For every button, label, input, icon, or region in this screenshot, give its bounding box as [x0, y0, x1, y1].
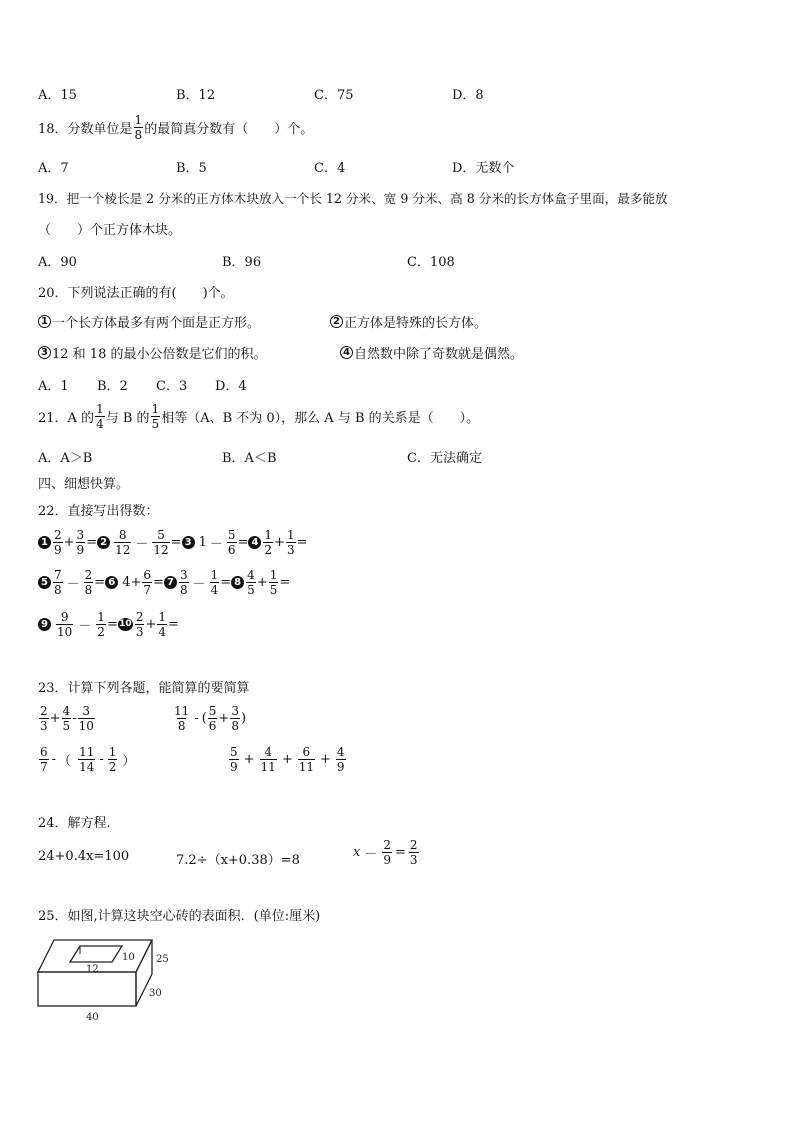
- denominator: 14: [79, 760, 95, 774]
- label-depth: 25: [156, 954, 169, 965]
- question-20-stem: 20．下列说法正确的有( )个。: [38, 286, 234, 301]
- denominator: 11: [260, 760, 276, 774]
- numerator: 6: [40, 745, 48, 759]
- fraction: [157, 610, 167, 639]
- plus-sign: +: [281, 752, 293, 767]
- hollow-brick-diagram: [34, 932, 184, 1024]
- numerator: 1: [97, 610, 105, 624]
- circled-number: 1: [38, 315, 51, 328]
- numerator: 3: [82, 704, 91, 718]
- plus-sign: +: [145, 617, 157, 632]
- equals-sign: =: [395, 845, 406, 860]
- minus-sign: －: [192, 577, 206, 592]
- denominator: 8: [84, 583, 93, 597]
- option-b[interactable]: B．A＜B: [222, 451, 277, 466]
- option-a[interactable]: A．90: [38, 255, 77, 270]
- equals-sign: =: [86, 535, 98, 550]
- denominator: 10: [57, 625, 73, 639]
- numerator: 4: [336, 745, 345, 759]
- minus-sign: －: [209, 537, 223, 552]
- fraction: [173, 704, 190, 733]
- denominator: 4: [158, 625, 167, 639]
- option-b[interactable]: B．96: [222, 255, 262, 270]
- question-19-line1: 19．把一个棱长是 2 分米的正方体木块放入一个长 12 分米、宽 9 分米、高 8 分米的长方体盒子里面，最多能放: [38, 191, 668, 206]
- fraction: [62, 704, 72, 733]
- minus-sign: －: [78, 619, 92, 634]
- fraction: [298, 745, 315, 774]
- statement-text: 一个长方体最多有两个面是正方形。: [52, 316, 261, 331]
- denominator: 8: [54, 583, 62, 597]
- plus-sign: +: [256, 575, 268, 590]
- option-a[interactable]: A．7: [38, 161, 69, 176]
- denominator: 2: [97, 625, 105, 639]
- fraction: [336, 745, 346, 774]
- denominator: 12: [115, 543, 131, 557]
- option-d[interactable]: D．8: [452, 88, 484, 103]
- numerator: 2: [409, 838, 418, 852]
- fraction: [263, 528, 273, 557]
- numerator: 3: [76, 528, 85, 542]
- question-21-stem: [38, 402, 479, 431]
- fraction: [53, 568, 63, 597]
- equation-1: 24+0.4x=100: [38, 849, 130, 864]
- numerator: 3: [231, 704, 239, 718]
- fraction: [39, 704, 49, 733]
- option-a[interactable]: A．A＞B: [38, 451, 93, 466]
- paren-close: ）: [122, 754, 136, 769]
- paren-close: ): [240, 711, 247, 726]
- fraction: [409, 838, 419, 867]
- q23-expression-2: [172, 704, 246, 733]
- denominator: 3: [135, 625, 144, 639]
- paren-open: （: [58, 754, 72, 769]
- statement-2: [330, 312, 487, 331]
- denominator: 2: [264, 543, 273, 557]
- q22-row-2: [38, 568, 290, 597]
- brick-front-face: [38, 972, 136, 1006]
- numerator: 1: [269, 568, 278, 582]
- circled-number: 5: [38, 576, 51, 589]
- section-heading: 四、细想快算。: [38, 477, 130, 492]
- circled-number: 4: [248, 536, 261, 549]
- statement-3: [38, 343, 266, 362]
- numerator: 7: [54, 568, 62, 582]
- equals-sign: =: [153, 575, 164, 590]
- circled-number: 2: [330, 315, 343, 328]
- question-23-stem: 23．计算下列各题，能简算的要简算: [38, 681, 250, 696]
- fraction: [53, 528, 63, 557]
- circled-number: 3: [38, 346, 51, 359]
- plus-sign: +: [218, 711, 230, 726]
- equals-sign: =: [168, 617, 179, 632]
- q18-text-pre: 18．分数单位是: [38, 122, 133, 137]
- numerator: 6: [302, 745, 311, 759]
- fraction: [39, 745, 49, 774]
- fraction: [78, 704, 95, 733]
- denominator: 4: [96, 417, 104, 431]
- q23-expression-4: [228, 745, 347, 774]
- equals-sign: =: [170, 535, 182, 550]
- circled-number: 7: [164, 576, 177, 589]
- minus-sign: -: [194, 711, 199, 726]
- fraction: [78, 745, 95, 774]
- equals-sign: =: [106, 617, 118, 632]
- equals-sign: =: [237, 535, 249, 550]
- numerator: 4: [247, 568, 255, 582]
- plus-sign: +: [320, 752, 331, 767]
- numerator: 2: [54, 528, 62, 542]
- denominator: 9: [230, 760, 238, 774]
- statement-text: 正方体是特殊的长方体。: [344, 316, 488, 331]
- circled-number: 10: [119, 619, 132, 629]
- denominator: 9: [336, 760, 345, 774]
- circled-number: 4: [340, 346, 353, 359]
- fraction: [230, 704, 240, 733]
- numerator: 11: [79, 745, 95, 759]
- option-c[interactable]: C．4: [314, 161, 346, 176]
- question-25-stem: 25．如图,计算这块空心砖的表面积．(单位:厘米): [38, 909, 321, 924]
- label-length: 40: [86, 1012, 99, 1023]
- fraction: [108, 745, 118, 774]
- question-18-stem: [38, 113, 313, 142]
- fraction: [142, 568, 152, 597]
- fraction: [96, 610, 106, 639]
- fraction: [135, 610, 145, 639]
- question-22-stem: 22．直接写出得数：: [38, 504, 159, 519]
- q21-text-3: 相等（A、B 不为 0），那么 A 与 B 的关系是（ ）。: [161, 411, 480, 426]
- denominator: 6: [227, 543, 236, 557]
- whole-number: 1: [198, 535, 207, 550]
- denominator: 5: [269, 583, 278, 597]
- circled-number: 6: [105, 576, 118, 589]
- plus-sign: +: [130, 575, 142, 590]
- fraction: [210, 568, 220, 597]
- option-d[interactable]: D．无数个: [452, 161, 515, 176]
- plus-sign: +: [274, 535, 285, 550]
- denominator: 7: [143, 583, 152, 597]
- question-24-stem: 24．解方程.: [38, 816, 111, 831]
- fraction: [76, 528, 86, 557]
- minus-sign: －: [66, 577, 80, 592]
- fraction: [286, 528, 296, 557]
- option-c[interactable]: C．无法确定: [407, 451, 482, 466]
- equals-sign: =: [279, 575, 291, 590]
- denominator: 10: [78, 719, 94, 733]
- option-b[interactable]: B．5: [176, 161, 207, 176]
- fraction: [246, 568, 256, 597]
- numerator: 8: [118, 528, 127, 542]
- equals-sign: =: [296, 535, 308, 550]
- option-b[interactable]: B．12: [176, 88, 216, 103]
- label-hole-length: 12: [86, 964, 99, 975]
- circled-number: 2: [97, 536, 110, 549]
- q23-expression-3: [38, 745, 135, 774]
- label-hole-width: 10: [122, 952, 135, 963]
- statement-text: 自然数中除了奇数就是偶然。: [354, 347, 524, 362]
- denominator: 6: [208, 719, 217, 733]
- label-height: 30: [149, 988, 162, 999]
- option-a[interactable]: A．15: [38, 88, 77, 103]
- circled-number: 8: [231, 576, 244, 589]
- equals-sign: =: [220, 575, 232, 590]
- option-c[interactable]: C．75: [314, 88, 354, 103]
- denominator: 8: [179, 583, 188, 597]
- circled-number: 9: [38, 618, 51, 631]
- minus-sign: -: [99, 752, 104, 767]
- whole-number: 4: [122, 575, 131, 590]
- circled-number: 3: [182, 536, 195, 549]
- q23-expression-1: [38, 704, 96, 733]
- numerator: 5: [230, 745, 238, 759]
- circled-number: 1: [38, 536, 51, 549]
- numerator: 1: [210, 568, 219, 582]
- numerator: 9: [60, 610, 69, 624]
- question-19-line2: （ ）个正方体木块。: [38, 223, 182, 238]
- fraction: [227, 528, 237, 557]
- plus-sign: +: [243, 752, 255, 767]
- denominator: 8: [177, 719, 186, 733]
- equation-2: 7.2÷（x+0.38）=8: [176, 853, 300, 868]
- denominator: 9: [383, 853, 391, 867]
- fraction: [114, 528, 131, 557]
- denominator: 3: [409, 853, 418, 867]
- denominator: 2: [108, 760, 117, 774]
- numerator: 3: [179, 568, 188, 582]
- fraction: [95, 402, 105, 431]
- denominator: 8: [134, 128, 143, 142]
- option-b[interactable]: B．2: [97, 379, 128, 394]
- statement-1: [38, 312, 260, 331]
- fraction: [260, 745, 277, 774]
- denominator: 9: [76, 543, 85, 557]
- option-a[interactable]: A．1: [38, 379, 69, 394]
- numerator: 1: [264, 528, 273, 542]
- q22-row-3: [38, 610, 179, 639]
- denominator: 5: [247, 583, 255, 597]
- minus-sign: －: [135, 537, 149, 552]
- q21-text-2: 与 B 的: [105, 411, 150, 426]
- plus-sign: +: [63, 535, 75, 550]
- minus-sign: -: [72, 711, 77, 726]
- fraction: [84, 568, 94, 597]
- denominator: 8: [231, 719, 239, 733]
- numerator: 1: [108, 745, 117, 759]
- numerator: 2: [383, 838, 391, 852]
- fraction: [151, 402, 161, 431]
- statement-text: 12 和 18 的最小公倍数是它们的积。: [52, 347, 267, 362]
- numerator: 5: [157, 528, 165, 542]
- paren-open: (: [201, 711, 207, 726]
- numerator: 2: [135, 610, 144, 624]
- denominator: 4: [210, 583, 219, 597]
- denominator: 3: [286, 543, 295, 557]
- equals-sign: =: [94, 575, 106, 590]
- denominator: 12: [153, 543, 169, 557]
- numerator: 1: [151, 402, 160, 416]
- plus-sign: +: [49, 711, 61, 726]
- numerator: 5: [208, 704, 217, 718]
- numerator: 2: [40, 704, 48, 718]
- numerator: 5: [227, 528, 236, 542]
- numerator: 1: [134, 113, 143, 127]
- numerator: 1: [158, 610, 167, 624]
- denominator: 9: [54, 543, 62, 557]
- denominator: 11: [298, 760, 315, 774]
- option-c[interactable]: C．108: [407, 255, 455, 270]
- numerator: 6: [143, 568, 152, 582]
- numerator: 1: [96, 402, 104, 416]
- denominator: 7: [40, 760, 48, 774]
- fraction: [152, 528, 169, 557]
- fraction: [56, 610, 73, 639]
- option-c[interactable]: C．3: [156, 379, 188, 394]
- numerator: 4: [264, 745, 272, 759]
- brick-hole: [70, 946, 122, 962]
- fraction: [269, 568, 279, 597]
- statement-4: [340, 343, 523, 362]
- fraction: [179, 568, 189, 597]
- minus-sign: -: [51, 752, 57, 767]
- numerator: 2: [84, 568, 93, 582]
- numerator: 1: [286, 528, 295, 542]
- fraction: [208, 704, 218, 733]
- denominator: 5: [62, 719, 71, 733]
- fraction: [134, 113, 144, 142]
- equation-3: [353, 838, 420, 867]
- q18-text-post: 的最简真分数有（ ）个。: [144, 122, 314, 137]
- numerator: 4: [62, 704, 71, 718]
- denominator: 5: [151, 417, 160, 431]
- q21-text-1: 21．A 的: [38, 411, 95, 426]
- option-d[interactable]: D．4: [215, 379, 247, 394]
- fraction: [382, 838, 392, 867]
- denominator: 3: [40, 719, 48, 733]
- numerator: 11: [174, 704, 190, 718]
- minus-sign: －: [364, 847, 378, 862]
- variable-x: x: [353, 845, 361, 860]
- q22-row-1: [38, 528, 308, 557]
- fraction: [229, 745, 239, 774]
